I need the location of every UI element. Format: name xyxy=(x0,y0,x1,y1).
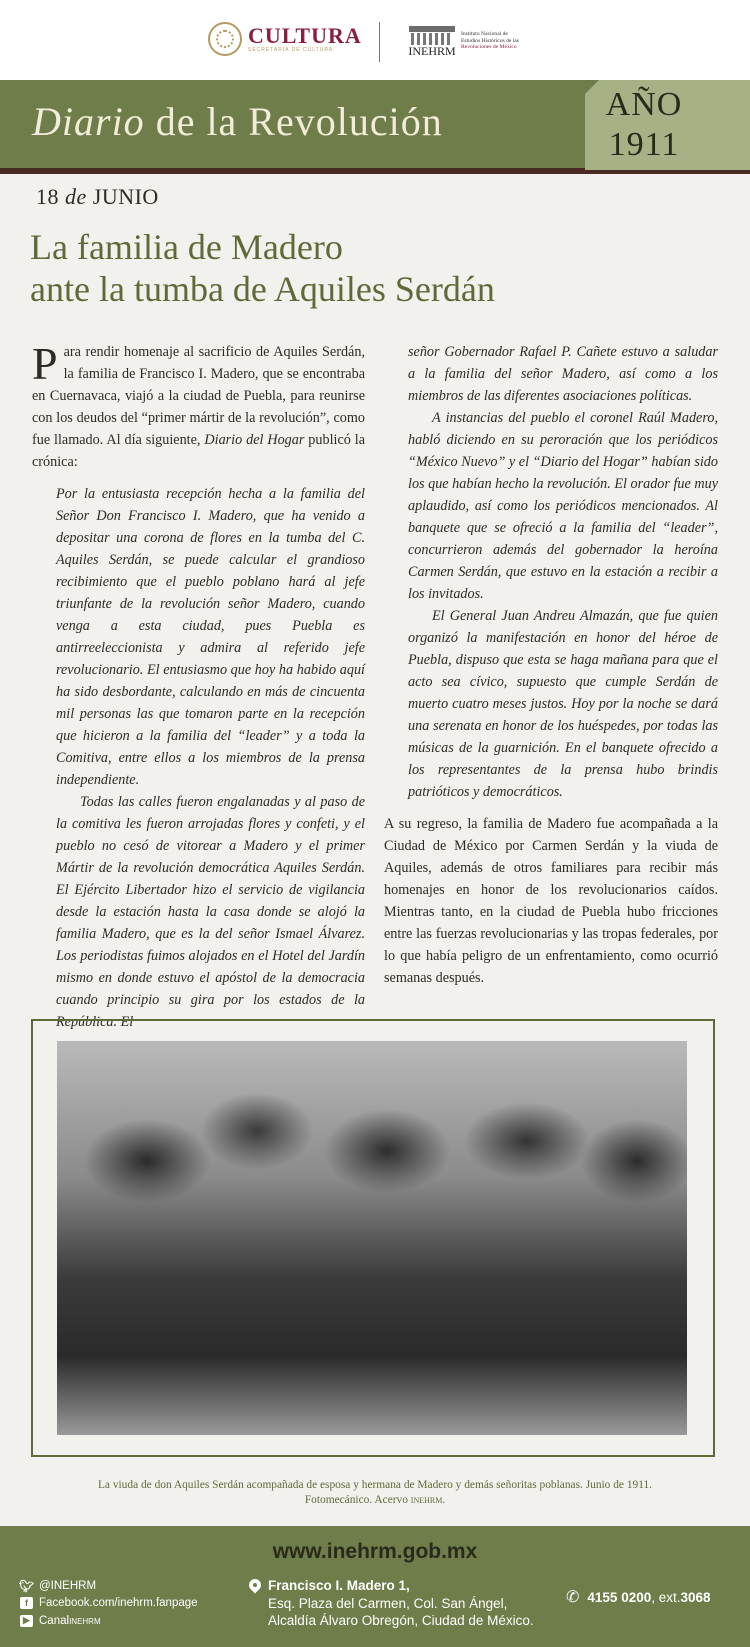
inehrm-description: Instituto Nacional de Estudios Históricos de las Revoluciones de México xyxy=(461,31,519,51)
phone-icon: ✆ xyxy=(566,1589,580,1606)
inehrm-word: INEHRM xyxy=(408,44,456,58)
website-link[interactable]: www.inehrm.gob.mx xyxy=(272,1540,478,1563)
quote-paragraph-5: El General Juan Andreu Almazán, que fue quien organizó la manifestación en honor del héroe de Puebla, dispuso que esta se haga mañana para que el acto sea cívico, supuesto que cumple Serdán de muerto cuatro meses justos. Hoy por la noche se dará una serenata en honor de los huéspedes, por todas las músicas de la guarnición. En el banquete ofrecido a los representantes de la prensa hubo brindis patrióticos y democráticos. xyxy=(408,608,718,800)
headline: La familia de Madero ante la tumba de Aquiles Serdán xyxy=(30,227,495,309)
address: Francisco I. Madero 1, Esq. Plaza del Carmen, Col. San Ángel, Alcaldía Álvaro Obregón, Ciudad de México. xyxy=(248,1577,534,1630)
cultura-subtitle: SECRETARÍA DE CULTURA xyxy=(248,47,334,53)
historic-photo xyxy=(57,1041,687,1435)
mexico-seal-icon xyxy=(208,22,242,56)
inehrm-building-icon xyxy=(407,26,457,56)
article-column-right xyxy=(384,341,718,989)
drop-cap: P xyxy=(32,338,58,389)
closing-paragraph: A su regreso, la familia de Madero fue acompañada a la Ciudad de México por Carmen Serdán y la viuda de Aquiles, además de otros familiares para recibir más homenajes en honor de los revolucionarios caídos. Mientras tanto, en la ciudad de Puebla hubo fricciones entre las fuerzas revolucionarias y las tropas federales, por lo que había peligro de un enfrentamiento, como ocurrió semanas después. xyxy=(384,816,718,986)
twitter-link[interactable]: 🐦︎ @INEHRM xyxy=(18,1578,97,1593)
social-links xyxy=(20,1577,198,1630)
year-value: 1911 xyxy=(608,126,680,163)
quote-paragraph-2: Todas las calles fueron engalanadas y al paso de la comitiva les fueron arrojadas flores y confeti, y el pueblo no cesó de vitorear a Madero y el primer Mártir de la revolución democrática Aquiles Serdán. El Ejército Libertador hizo el servicio de vigilancia desde la estación hasta la casa donde se alojó la familia Madero, que es la del señor Ismael Álvarez. Los periodistas fuimos alojados en el Hotel del Jardín mismo en donde estuvo el apóstol de la democracia cuando principio su gira por los estados de la República. El xyxy=(56,794,365,1030)
article-date: 18 de JUNIO xyxy=(36,184,159,209)
quote-paragraph-3: señor Gobernador Rafael P. Cañete estuvo a saludar a la familia del señor Madero, así como a los miembros de las diferentes asociaciones políticas. xyxy=(408,344,718,404)
intro-paragraph: Para rendir homenaje al sacrificio de Aquiles Serdán, la familia de Francisco I. Madero, que se encontraba en Cuernavaca, viajó a la ciudad de Puebla, para reunirse con los deudos del “primer mártir de la revolución”, como fue llamado. Al día siguiente, Diario del Hogar publicó la crónica: xyxy=(32,338,366,470)
year-label: AÑO xyxy=(605,86,683,123)
inehrm-logo[interactable] xyxy=(407,26,531,56)
cultura-logo[interactable] xyxy=(208,22,362,56)
twitter-icon: 🐦︎ xyxy=(18,1578,35,1593)
publication-title: Diario de la Revolución xyxy=(32,99,443,144)
youtube-icon: ▶ xyxy=(20,1615,33,1627)
facebook-icon: f xyxy=(20,1597,33,1609)
youtube-link[interactable]: ▶ Canal inehrm xyxy=(20,1612,198,1630)
location-pin-icon xyxy=(248,1579,262,1593)
article-column-left xyxy=(32,338,366,1033)
cultura-name: CULTURA xyxy=(248,23,362,48)
quote-paragraph-4: A instancias del pueblo el coronel Raúl Madero, habló diciendo en su peroración que los periódicos “México Nuevo” y el “Diario del Hogar” habían sido los que habían hecho la revolución. El orador fue muy aplaudido, así como los periódicos mencionados. Al banquete que se ofreció a la familia del “leader”, concurrieron además del gobernador la heroína Carmen Serdán, que estuvo en la estación a recibir a los invitados. xyxy=(408,410,718,602)
quote-paragraph-1: Por la entusiasta recepción hecha a la familia del Señor Don Francisco I. Madero, que ha venido a depositar una corona de flores en la tumba del C. Aquiles Serdán, se puede calcular el grandioso recibimiento que el pueblo poblano hará al jefe triunfante de la revolución señor Madero, cuando venga a esta ciudad, pues Puebla es antirreeleccionista y admira al referido jefe revolucionario. El entusiasmo que hoy ha habido aquí ha sido desbordante, calculando en más de cincuenta mil personas las que tomaron parte en la recepción que hicieron a la familia del “leader” y a toda la Comitiva, entre ellos a los miembros de la prensa independiente. xyxy=(56,486,365,788)
logo-divider xyxy=(379,22,380,62)
photo-caption: La viuda de don Aquiles Serdán acompañada de esposa y hermana de Madero y demás señoritas poblanas. Junio de 1911. Fotomecánico. Acervo inehrm. xyxy=(97,1479,653,1506)
top-header xyxy=(0,0,750,80)
facebook-link[interactable]: f Facebook.com/inehrm.fanpage xyxy=(20,1595,198,1613)
phone-number[interactable]: ✆ 4155 0200 , ext. 3068 xyxy=(566,1589,711,1606)
